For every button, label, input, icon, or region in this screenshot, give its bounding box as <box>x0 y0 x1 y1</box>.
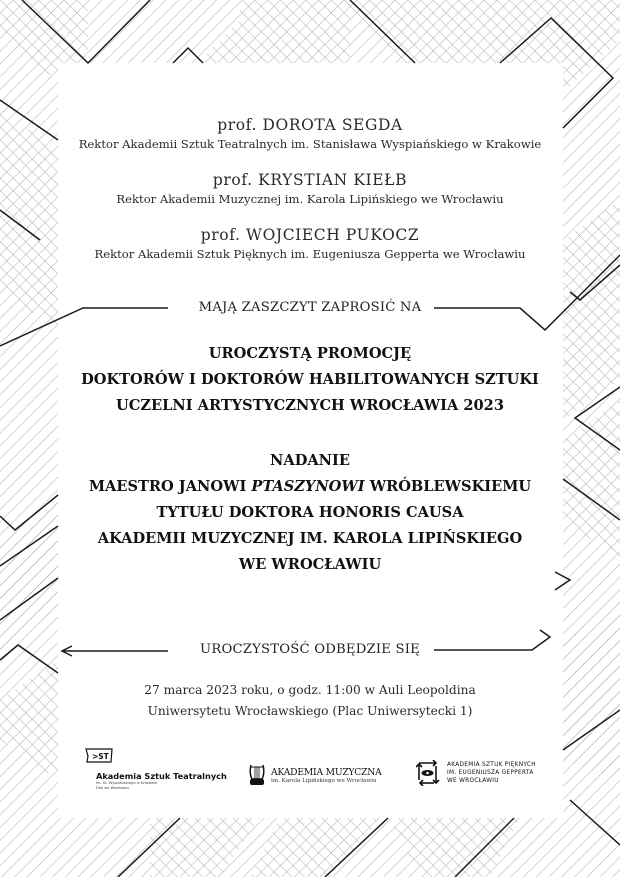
asp-arrows-eye-icon <box>416 760 440 786</box>
venue-line-2: Uniwersytetu Wrocławskiego (Plac Uniwersytecki 1) <box>147 704 473 718</box>
lyre-icon <box>248 763 266 787</box>
event-title-line-1: UROCZYSTĄ PROMOCJĘ <box>208 345 412 362</box>
svg-text:>ST: >ST <box>92 752 109 761</box>
venue-label: UROCZYSTOŚĆ ODBĘDZIE SIĘ <box>200 642 420 657</box>
ast-sub-1: im. St. Wyspiańskiego w Krakowie <box>96 781 158 785</box>
honoris-line-5: WE WROCŁAWIU <box>238 556 382 573</box>
asp-line-2: IM. EUGENIUSZA GEPPERTA <box>447 770 534 776</box>
logo-asp <box>416 760 536 786</box>
event-title-line-3: UCZELNI ARTYSTYCZNYCH WROCŁAWIA 2023 <box>116 397 504 414</box>
logo-am <box>248 763 382 787</box>
asp-line-3: WE WROCŁAWIU <box>447 778 499 784</box>
event-title-line-2: DOKTORÓW I DOKTORÓW HABILITOWANYCH SZTUKI <box>81 371 539 388</box>
ast-title: Akademia Sztuk Teatralnych <box>96 771 227 781</box>
host-3-role: Rektor Akademii Sztuk Pięknych im. Eugeniusza Gepperta we Wrocławiu <box>94 247 526 261</box>
honoris-line-3: TYTUŁU DOKTORA HONORIS CAUSA <box>156 504 464 521</box>
host-1-name: prof. DOROTA SEGDA <box>217 116 403 134</box>
honoris-line-2-italic: PTASZYNOWI <box>251 478 365 495</box>
honoris-causa-block <box>0 448 620 578</box>
am-sub: im. Karola Lipińskiego we Wrocławiu <box>271 777 377 784</box>
honoris-line-2 <box>0 474 620 500</box>
invite-label: MAJĄ ZASZCZYT ZAPROSIĆ NA <box>198 300 422 315</box>
honoris-line-2-pre: MAESTRO JANOWI <box>88 478 252 495</box>
host-1-role: Rektor Akademii Sztuk Teatralnych im. Stanisława Wyspiańskiego w Krakowie <box>78 137 542 151</box>
ast-mark-icon <box>84 748 114 764</box>
event-title <box>0 341 620 419</box>
venue-line-1: 27 marca 2023 roku, o godz. 11:00 w Auli Leopoldina <box>144 683 476 697</box>
honoris-line-1: NADANIE <box>270 452 350 469</box>
honoris-line-2-post: WRÓBLEWSKIEMU <box>364 478 532 495</box>
logo-ast <box>84 748 227 791</box>
honoris-line-4: AKADEMII MUZYCZNEJ IM. KAROLA LIPIŃSKIEGO <box>97 530 523 547</box>
host-2-name: prof. KRYSTIAN KIEŁB <box>212 171 408 189</box>
ast-sub-2: Filia we Wrocławiu <box>96 786 129 790</box>
host-3-name: prof. WOJCIECH PUKOCZ <box>200 226 420 244</box>
host-2-role: Rektor Akademii Muzycznej im. Karola Lipińskiego we Wrocławiu <box>116 192 504 206</box>
venue-info <box>0 680 620 722</box>
asp-line-1: AKADEMIA SZTUK PIĘKNYCH <box>447 762 536 768</box>
am-title: AKADEMIA MUZYCZNA <box>271 766 382 778</box>
